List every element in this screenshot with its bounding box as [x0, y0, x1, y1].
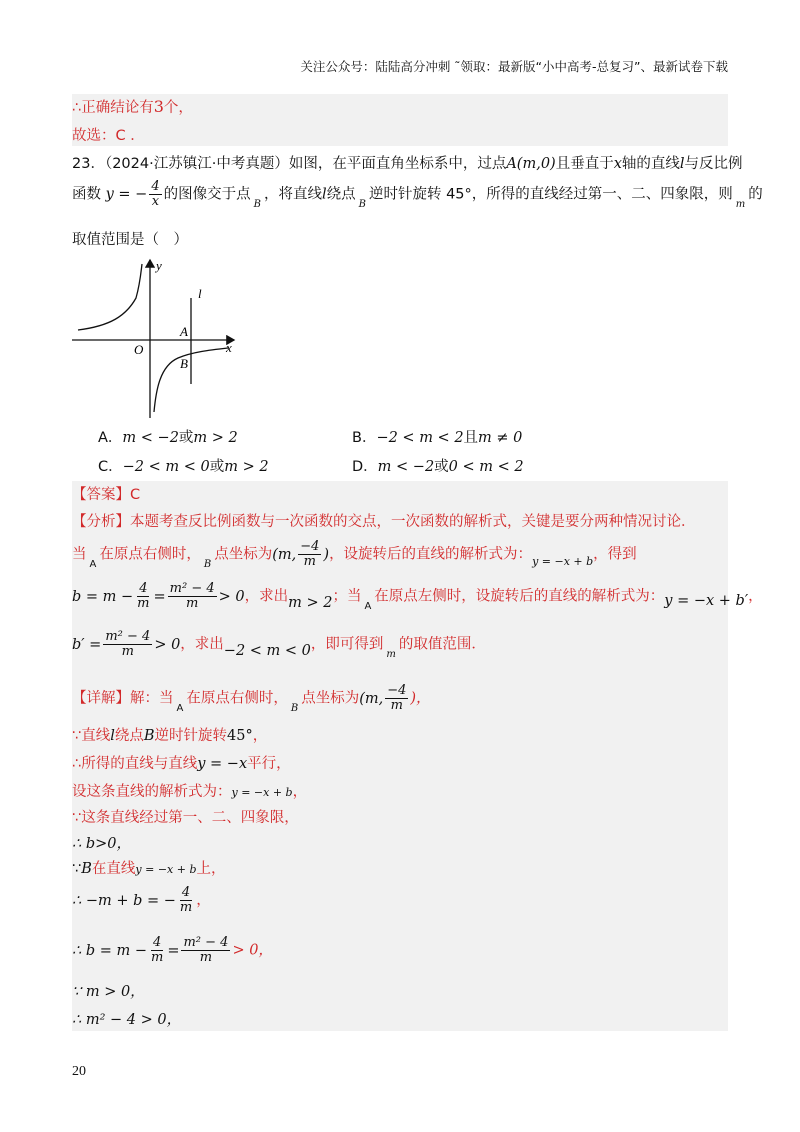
question-line-1: 23．（2024·江苏镇江·中考真题）如图，在平面直角坐标系中，过点A(m,0)且垂直于x轴的直线l与反比例	[72, 156, 743, 172]
detail-line-1: 【详解】解：当$_A$在原点右侧时，$_B$点坐标为(m, $\frac{-4}{m}$ )，	[72, 683, 431, 714]
prev-conclusion: ∴正确结论有3个，	[72, 97, 193, 116]
question-line-2: 函数 y = − $\frac{4}{x}$ 的图像交于点$_B$，将直线l绕点$_B$逆时针旋转 45°，所得的直线经过第一、二、四象限，则$_m$的	[72, 179, 763, 210]
detail-line-8: ∴ −m + b = − $\frac{4}{m}$ ，	[72, 885, 211, 915]
page-header: 关注公众号：陆陆高分冲刺 ˜领取：最新版“小中高考-总复习”、最新试卷下载	[300, 59, 728, 74]
detail-line-2: ∵直线l绕点B逆时针旋转45°，	[72, 728, 268, 744]
label-A: A	[180, 324, 188, 339]
analysis-line-3: b = m − $\frac{4}{m}$ = $\frac{\text{m² − 4}}{m}$ > 0，求出m > 2；当$_A$在原点左侧时，设旋转后的直线的解析式为：y = −x + b′，	[72, 581, 763, 612]
prev-choice: 故选：C ．	[72, 128, 145, 144]
detail-line-11: ∴ m² − 4 > 0，	[72, 1012, 182, 1028]
detail-line-6: ∴ b>0，	[72, 836, 131, 852]
coordinate-figure	[70, 254, 250, 424]
detail-line-5: ∵这条直线经过第一、二、四象限，	[72, 810, 299, 826]
label-O: O	[134, 342, 144, 357]
detail-line-4: 设这条直线的解析式为：y = −x + b，	[72, 784, 308, 800]
option-a[interactable]: A．m < −2或m > 2	[98, 430, 238, 446]
label-x: x	[226, 340, 232, 355]
label-B: B	[180, 356, 188, 371]
detail-line-10: ∵ m > 0，	[72, 984, 145, 1000]
analysis-line-2: 当$_A$在原点右侧时，$_B$点坐标为(m, $\frac{-4}{m}$ )，设旋转后的直线的解析式为：$_{y = -x + b}$，得到	[72, 539, 637, 570]
detail-line-3: ∴所得的直线与直线y = −x平行，	[72, 756, 291, 772]
option-d[interactable]: D．m < −2或0 < m < 2	[352, 459, 524, 475]
detail-line-7: ∵B在直线y = −x + b上，	[72, 861, 226, 877]
analysis-line-1: 【分析】本题考查反比例函数与一次函数的交点，一次函数的解析式，关键是要分两种情况讨论．	[72, 514, 696, 530]
answer-label: 【答案】C	[72, 487, 141, 503]
fraction: $\frac{4}{x}$	[151, 179, 160, 209]
option-b[interactable]: B．−2 < m < 2且m ≠ 0	[352, 430, 523, 446]
label-l: l	[198, 286, 202, 301]
hyperbola-branch-left	[78, 264, 142, 330]
option-c[interactable]: C．−2 < m < 0或m > 2	[98, 459, 269, 475]
detail-line-9: ∴ b = m − $\frac{4}{m}$ = $\frac{\text{m² − 4}}{m}$ > 0，	[72, 935, 273, 965]
label-y: y	[156, 258, 162, 273]
page-number: 20	[72, 1064, 86, 1079]
analysis-line-4: b′ = $\frac{\text{m² − 4}}{m}$ > 0，求出−2 < m < 0，即可得到$_m$的取值范围．	[72, 629, 486, 660]
question-line-3: 取值范围是（ ）	[72, 232, 188, 248]
